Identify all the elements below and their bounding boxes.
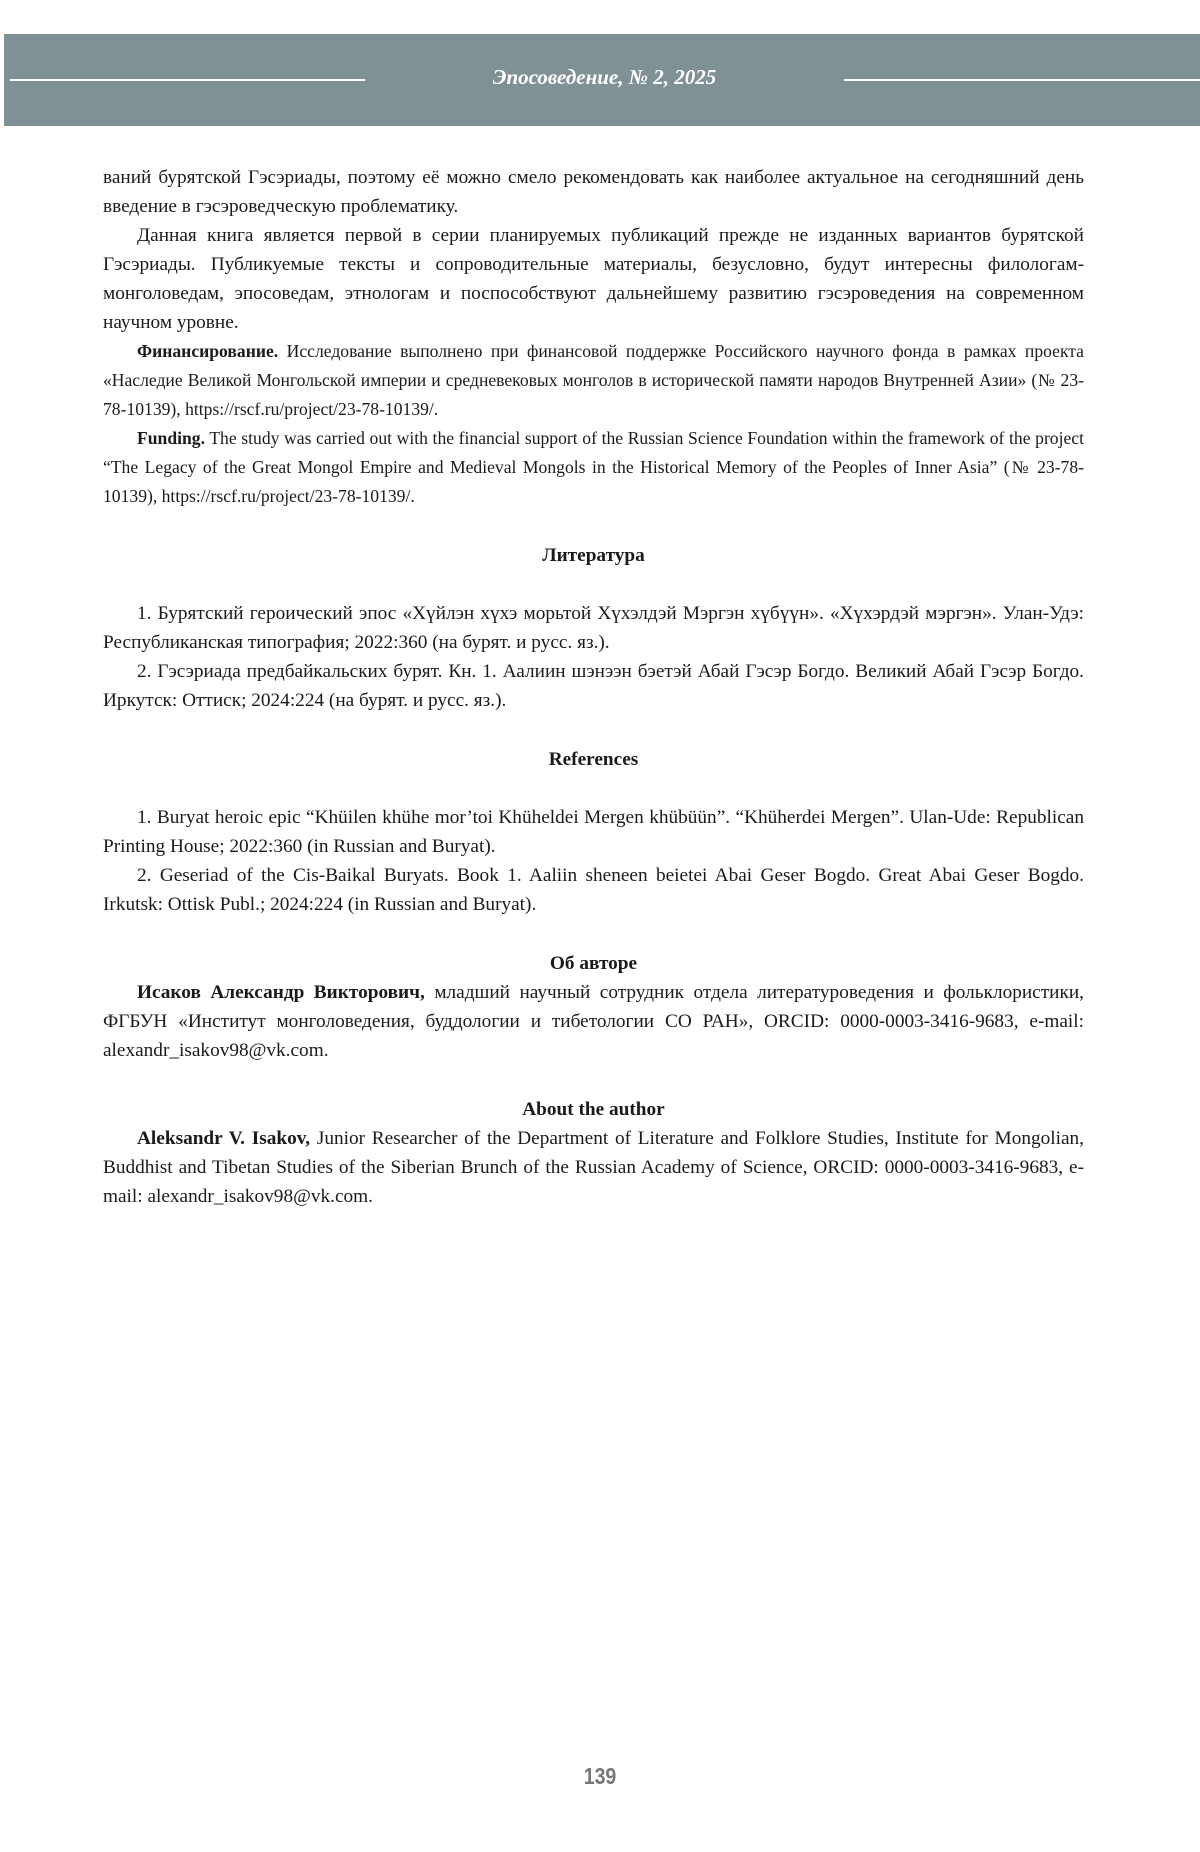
journal-title: Эпосоведение, № 2, 2025	[492, 65, 717, 89]
header-band	[4, 34, 1200, 126]
header-rule-right	[844, 79, 1200, 81]
header-rule-left	[10, 79, 365, 81]
page-content	[103, 163, 1084, 1211]
about-author-ru-paragraph	[103, 978, 1084, 1065]
page-number: 139	[583, 1763, 617, 1789]
funding-ru-paragraph	[103, 337, 1084, 424]
funding-ru-text: Исследование выполнено при финансовой поддержке Российского научного фонда в рамках проекта «Наследие Великой Монгольской империи и средневековых монголов в исторической памяти народов Внутренней Азии» (№ 23-78-10139), https://rscf.ru/project/23-78-10139/.	[103, 341, 1084, 419]
funding-en-label: Funding.	[137, 428, 205, 448]
reference-item: 2. Geseriad of the Cis-Baikal Buryats. Book 1. Aaliin sheneen beietei Abai Geser Bogdo. Great Abai Geser Bogdo. Irkutsk: Ottisk Publ.; 2024:224 (in Russian and Buryat).	[103, 865, 1084, 915]
literature-item: 1. Бурятский героический эпос «Хүйлэн хүхэ морьтой Хүхэлдэй Мэргэн хүбүүн». «Хүхэрдэй мэргэн». Улан-Удэ: Республиканская типография; 2022:360 (на бурят. и русс. яз.).	[103, 603, 1084, 653]
body-paragraph-1: ваний бурятской Гэсэриады, поэтому её можно смело рекомендовать как наиболее актуальное на сегодняшний день введение в гэсэроведческую проблематику.	[103, 167, 1084, 217]
funding-ru-label: Финансирование.	[137, 341, 279, 361]
author-name-ru: Исаков Александр Викторович,	[137, 982, 425, 1003]
literature-item: 2. Гэсэриада предбайкальских бурят. Кн. 1. Аалиин шэнээн бэетэй Абай Гэсэр Богдо. Великий Абай Гэсэр Богдо. Иркутск: Оттиск; 2024:224 (на бурят. и русс. яз.).	[103, 661, 1084, 711]
funding-en-text: The study was carried out with the financial support of the Russian Science Foundation within the framework of the project “The Legacy of the Great Mongol Empire and Medieval Mongols in the Historical Memory of the Peoples of Inner Asia” (№ 23-78-10139), https://rscf.ru/project/23-78-10139/.	[103, 428, 1084, 506]
reference-item: 1. Buryat heroic epic “Khüilen khühe mor’toi Khüheldei Mergen khübüün”. “Khüherdei Mergen”. Ulan-Ude: Republican Printing House; 2022:360 (in Russian and Buryat).	[103, 807, 1084, 857]
about-author-en-heading: About the author	[522, 1099, 665, 1120]
body-paragraph-2: Данная книга является первой в серии планируемых публикаций прежде не изданных вариантов бурятской Гэсэриады. Публикуемые тексты и сопроводительные материалы, безусловно, будут интересны филологам-монголоведам, эпосоведам, этнологам и поспособствуют дальнейшему развитию гэсэроведения на современном научном уровне.	[103, 225, 1084, 333]
author-info-ru: младший научный сотрудник отдела литературоведения и фольклористики, ФГБУН «Институт монголоведения, буддологии и тибетологии СО РАН», ORCID: 0000-0003-3416-9683, e-mail: alexandr_isakov98@vk.com.	[103, 982, 1084, 1061]
about-author-ru-heading: Об авторе	[549, 953, 638, 974]
references-heading: References	[548, 749, 639, 770]
author-info-en: Junior Researcher of the Department of Literature and Folklore Studies, Institute for Mongolian, Buddhist and Tibetan Studies of the Siberian Brunch of the Russian Academy of Science, ORCID: 0000-0003-3416-9683, e-mail: alexandr_isakov98@vk.com.	[103, 1128, 1084, 1207]
author-name-en: Aleksandr V. Isakov,	[137, 1128, 311, 1149]
literature-heading: Литература	[542, 545, 645, 566]
about-author-en-paragraph	[103, 1124, 1084, 1211]
funding-en-paragraph	[103, 424, 1084, 511]
